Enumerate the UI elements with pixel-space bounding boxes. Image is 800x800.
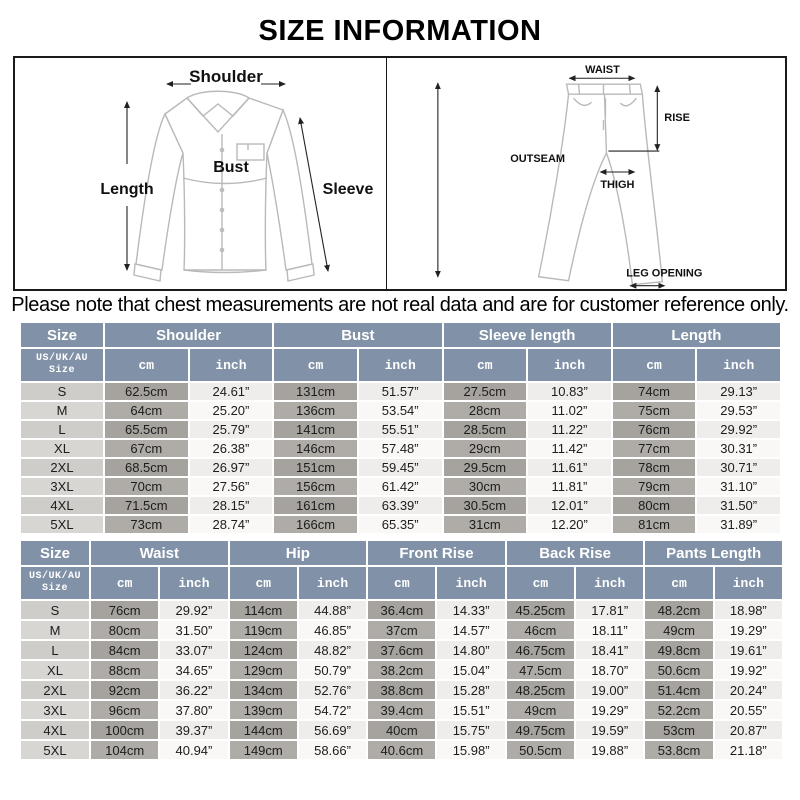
cm-value-cell: 53cm bbox=[644, 720, 713, 740]
cm-value-cell: 31cm bbox=[443, 515, 528, 534]
inch-value-cell: 19.88” bbox=[575, 740, 644, 760]
inch-value-cell: 63.39” bbox=[358, 496, 443, 515]
cm-value-cell: 53.8cm bbox=[644, 740, 713, 760]
size-cell: 3XL bbox=[20, 477, 104, 496]
table-row bbox=[20, 680, 783, 700]
table-row bbox=[20, 382, 781, 401]
inch-value-cell: 14.57” bbox=[436, 620, 505, 640]
cm-value-cell: 52.2cm bbox=[644, 700, 713, 720]
inch-value-cell: 15.28” bbox=[436, 680, 505, 700]
size-cell: 2XL bbox=[20, 458, 104, 477]
inch-value-cell: 17.81” bbox=[575, 600, 644, 620]
size-cell: 5XL bbox=[20, 740, 90, 760]
group-header: Length bbox=[612, 322, 781, 348]
cm-value-cell: 96cm bbox=[90, 700, 159, 720]
inch-value-cell: 31.50” bbox=[159, 620, 228, 640]
inch-value-cell: 29.92” bbox=[696, 420, 781, 439]
size-cell: L bbox=[20, 640, 90, 660]
inch-value-cell: 18.41” bbox=[575, 640, 644, 660]
cm-value-cell: 131cm bbox=[273, 382, 358, 401]
unit-header-inch: inch bbox=[527, 348, 612, 382]
size-cell: 5XL bbox=[20, 515, 104, 534]
cm-value-cell: 75cm bbox=[612, 401, 697, 420]
cm-value-cell: 161cm bbox=[273, 496, 358, 515]
unit-header-inch: inch bbox=[189, 348, 274, 382]
cm-value-cell: 80cm bbox=[90, 620, 159, 640]
bust-measure-label: Bust bbox=[213, 159, 249, 176]
size-cell: 3XL bbox=[20, 700, 90, 720]
inch-value-cell: 11.61” bbox=[527, 458, 612, 477]
cm-value-cell: 49.75cm bbox=[506, 720, 575, 740]
inch-value-cell: 33.07” bbox=[159, 640, 228, 660]
cm-value-cell: 40.6cm bbox=[367, 740, 436, 760]
inch-value-cell: 15.98” bbox=[436, 740, 505, 760]
unit-header-cm: cm bbox=[644, 566, 713, 600]
unit-header-cm: cm bbox=[229, 566, 298, 600]
cm-value-cell: 40cm bbox=[367, 720, 436, 740]
inch-value-cell: 30.71” bbox=[696, 458, 781, 477]
inch-value-cell: 39.37” bbox=[159, 720, 228, 740]
cm-value-cell: 45.25cm bbox=[506, 600, 575, 620]
outseam-measure-label: OUTSEAM bbox=[510, 153, 566, 166]
inch-value-cell: 34.65” bbox=[159, 660, 228, 680]
shirt-measurement-diagram bbox=[15, 58, 386, 289]
cm-value-cell: 38.8cm bbox=[367, 680, 436, 700]
inch-value-cell: 14.33” bbox=[436, 600, 505, 620]
cm-value-cell: 28.5cm bbox=[443, 420, 528, 439]
inch-value-cell: 18.11” bbox=[575, 620, 644, 640]
group-header: Front Rise bbox=[367, 540, 506, 566]
cm-value-cell: 67cm bbox=[104, 439, 189, 458]
inch-value-cell: 29.53” bbox=[696, 401, 781, 420]
cm-value-cell: 38.2cm bbox=[367, 660, 436, 680]
unit-header-cm: cm bbox=[367, 566, 436, 600]
cm-value-cell: 74cm bbox=[612, 382, 697, 401]
group-header: Pants Length bbox=[644, 540, 783, 566]
inch-value-cell: 28.15” bbox=[189, 496, 274, 515]
reference-note: Please note that chest measurements are not real data and are for customer reference only. bbox=[11, 294, 789, 316]
cm-value-cell: 76cm bbox=[90, 600, 159, 620]
table-row bbox=[20, 700, 783, 720]
cm-value-cell: 50.6cm bbox=[644, 660, 713, 680]
cm-value-cell: 46.75cm bbox=[506, 640, 575, 660]
pants-diagram-panel bbox=[387, 58, 785, 289]
unit-header-row bbox=[20, 348, 781, 382]
rise-measure-label: RISE bbox=[664, 112, 690, 125]
cm-value-cell: 134cm bbox=[229, 680, 298, 700]
cm-value-cell: 29.5cm bbox=[443, 458, 528, 477]
inch-value-cell: 24.61” bbox=[189, 382, 274, 401]
cm-value-cell: 124cm bbox=[229, 640, 298, 660]
cm-value-cell: 77cm bbox=[612, 439, 697, 458]
cm-value-cell: 80cm bbox=[612, 496, 697, 515]
cm-value-cell: 84cm bbox=[90, 640, 159, 660]
inch-value-cell: 29.92” bbox=[159, 600, 228, 620]
table-row bbox=[20, 420, 781, 439]
inch-value-cell: 26.97” bbox=[189, 458, 274, 477]
table-row bbox=[20, 620, 783, 640]
inch-value-cell: 58.66” bbox=[298, 740, 367, 760]
inch-value-cell: 56.69” bbox=[298, 720, 367, 740]
cm-value-cell: 100cm bbox=[90, 720, 159, 740]
table-row bbox=[20, 496, 781, 515]
cm-value-cell: 78cm bbox=[612, 458, 697, 477]
size-cell: 4XL bbox=[20, 720, 90, 740]
waist-measure-label: WAIST bbox=[585, 64, 620, 77]
cm-value-cell: 49cm bbox=[644, 620, 713, 640]
cm-value-cell: 47.5cm bbox=[506, 660, 575, 680]
size-cell: M bbox=[20, 401, 104, 420]
size-cell: XL bbox=[20, 660, 90, 680]
cm-value-cell: 27.5cm bbox=[443, 382, 528, 401]
cm-value-cell: 37cm bbox=[367, 620, 436, 640]
cm-value-cell: 88cm bbox=[90, 660, 159, 680]
size-cell: XL bbox=[20, 439, 104, 458]
unit-header-cm: cm bbox=[273, 348, 358, 382]
table-row bbox=[20, 458, 781, 477]
cm-value-cell: 48.25cm bbox=[506, 680, 575, 700]
inch-value-cell: 65.35” bbox=[358, 515, 443, 534]
inch-value-cell: 40.94” bbox=[159, 740, 228, 760]
size-cell: 2XL bbox=[20, 680, 90, 700]
cm-value-cell: 65.5cm bbox=[104, 420, 189, 439]
cm-value-cell: 50.5cm bbox=[506, 740, 575, 760]
unit-header-inch: inch bbox=[696, 348, 781, 382]
group-header: Hip bbox=[229, 540, 368, 566]
inch-value-cell: 59.45” bbox=[358, 458, 443, 477]
table-header-row bbox=[20, 540, 783, 566]
shirt-outline-drawing bbox=[134, 91, 314, 281]
inch-value-cell: 20.24” bbox=[714, 680, 783, 700]
inch-value-cell: 11.42” bbox=[527, 439, 612, 458]
pants-measurement-diagram bbox=[387, 58, 785, 289]
measurement-diagram-box bbox=[13, 56, 787, 291]
group-header: Waist bbox=[90, 540, 229, 566]
table-row bbox=[20, 740, 783, 760]
size-cell: S bbox=[20, 600, 90, 620]
sleeve-measure-label: Sleeve bbox=[322, 181, 374, 198]
cm-value-cell: 46cm bbox=[506, 620, 575, 640]
inch-value-cell: 31.89” bbox=[696, 515, 781, 534]
inch-value-cell: 11.22” bbox=[527, 420, 612, 439]
cm-value-cell: 70cm bbox=[104, 477, 189, 496]
table-row bbox=[20, 401, 781, 420]
cm-value-cell: 156cm bbox=[273, 477, 358, 496]
unit-header-inch: inch bbox=[575, 566, 644, 600]
inch-value-cell: 11.02” bbox=[527, 401, 612, 420]
leg-opening-measure-label: LEG OPENING bbox=[626, 267, 703, 280]
inch-value-cell: 11.81” bbox=[527, 477, 612, 496]
cm-value-cell: 104cm bbox=[90, 740, 159, 760]
inch-value-cell: 53.54” bbox=[358, 401, 443, 420]
cm-value-cell: 28cm bbox=[443, 401, 528, 420]
cm-value-cell: 37.6cm bbox=[367, 640, 436, 660]
inch-value-cell: 19.92” bbox=[714, 660, 783, 680]
cm-value-cell: 79cm bbox=[612, 477, 697, 496]
cm-value-cell: 30cm bbox=[443, 477, 528, 496]
size-subheader: US/UK/AU Size bbox=[20, 348, 104, 382]
unit-header-inch: inch bbox=[298, 566, 367, 600]
size-cell: L bbox=[20, 420, 104, 439]
cm-value-cell: 141cm bbox=[273, 420, 358, 439]
unit-header-cm: cm bbox=[506, 566, 575, 600]
unit-header-cm: cm bbox=[612, 348, 697, 382]
inch-value-cell: 28.74” bbox=[189, 515, 274, 534]
inch-value-cell: 25.79” bbox=[189, 420, 274, 439]
shoulder-measure-label: Shoulder bbox=[189, 67, 263, 86]
size-column-header: Size bbox=[20, 322, 104, 348]
cm-value-cell: 76cm bbox=[612, 420, 697, 439]
inch-value-cell: 19.61” bbox=[714, 640, 783, 660]
inch-value-cell: 30.31” bbox=[696, 439, 781, 458]
table-row bbox=[20, 439, 781, 458]
inch-value-cell: 61.42” bbox=[358, 477, 443, 496]
cm-value-cell: 81cm bbox=[612, 515, 697, 534]
inch-value-cell: 36.22” bbox=[159, 680, 228, 700]
inch-value-cell: 10.83” bbox=[527, 382, 612, 401]
inch-value-cell: 25.20” bbox=[189, 401, 274, 420]
cm-value-cell: 62.5cm bbox=[104, 382, 189, 401]
cm-value-cell: 68.5cm bbox=[104, 458, 189, 477]
cm-value-cell: 144cm bbox=[229, 720, 298, 740]
inch-value-cell: 15.04” bbox=[436, 660, 505, 680]
table-row bbox=[20, 477, 781, 496]
inch-value-cell: 19.29” bbox=[575, 700, 644, 720]
cm-value-cell: 92cm bbox=[90, 680, 159, 700]
unit-header-cm: cm bbox=[90, 566, 159, 600]
cm-value-cell: 36.4cm bbox=[367, 600, 436, 620]
size-cell: S bbox=[20, 382, 104, 401]
inch-value-cell: 18.70” bbox=[575, 660, 644, 680]
group-header: Back Rise bbox=[506, 540, 645, 566]
table-row bbox=[20, 660, 783, 680]
inch-value-cell: 37.80” bbox=[159, 700, 228, 720]
inch-value-cell: 51.57” bbox=[358, 382, 443, 401]
thigh-measure-label: THIGH bbox=[600, 178, 635, 191]
shirt-diagram-panel bbox=[15, 58, 387, 289]
cm-value-cell: 139cm bbox=[229, 700, 298, 720]
cm-value-cell: 136cm bbox=[273, 401, 358, 420]
inch-value-cell: 19.00” bbox=[575, 680, 644, 700]
cm-value-cell: 151cm bbox=[273, 458, 358, 477]
inch-value-cell: 14.80” bbox=[436, 640, 505, 660]
table-row bbox=[20, 515, 781, 534]
inch-value-cell: 57.48” bbox=[358, 439, 443, 458]
cm-value-cell: 119cm bbox=[229, 620, 298, 640]
cm-value-cell: 30.5cm bbox=[443, 496, 528, 515]
size-column-header: Size bbox=[20, 540, 90, 566]
size-cell: M bbox=[20, 620, 90, 640]
inch-value-cell: 52.76” bbox=[298, 680, 367, 700]
cm-value-cell: 146cm bbox=[273, 439, 358, 458]
inch-value-cell: 48.82” bbox=[298, 640, 367, 660]
inch-value-cell: 46.85” bbox=[298, 620, 367, 640]
unit-header-inch: inch bbox=[436, 566, 505, 600]
size-cell: 4XL bbox=[20, 496, 104, 515]
inch-value-cell: 50.79” bbox=[298, 660, 367, 680]
group-header: Shoulder bbox=[104, 322, 273, 348]
unit-header-inch: inch bbox=[358, 348, 443, 382]
unit-header-row bbox=[20, 566, 783, 600]
inch-value-cell: 55.51” bbox=[358, 420, 443, 439]
inch-value-cell: 44.88” bbox=[298, 600, 367, 620]
inch-value-cell: 27.56” bbox=[189, 477, 274, 496]
cm-value-cell: 48.2cm bbox=[644, 600, 713, 620]
inch-value-cell: 29.13” bbox=[696, 382, 781, 401]
inch-value-cell: 20.55” bbox=[714, 700, 783, 720]
inch-value-cell: 21.18” bbox=[714, 740, 783, 760]
table-header-row bbox=[20, 322, 781, 348]
inch-value-cell: 12.01” bbox=[527, 496, 612, 515]
cm-value-cell: 73cm bbox=[104, 515, 189, 534]
inch-value-cell: 19.59” bbox=[575, 720, 644, 740]
inch-value-cell: 26.38” bbox=[189, 439, 274, 458]
inch-value-cell: 54.72” bbox=[298, 700, 367, 720]
cm-value-cell: 39.4cm bbox=[367, 700, 436, 720]
inch-value-cell: 31.10” bbox=[696, 477, 781, 496]
shirt-size-table bbox=[19, 321, 782, 535]
inch-value-cell: 20.87” bbox=[714, 720, 783, 740]
length-measure-label: Length bbox=[100, 181, 154, 198]
unit-header-cm: cm bbox=[443, 348, 528, 382]
size-subheader: US/UK/AU Size bbox=[20, 566, 90, 600]
unit-header-inch: inch bbox=[159, 566, 228, 600]
cm-value-cell: 166cm bbox=[273, 515, 358, 534]
page-title: SIZE INFORMATION bbox=[258, 15, 542, 47]
cm-value-cell: 49.8cm bbox=[644, 640, 713, 660]
table-row bbox=[20, 640, 783, 660]
group-header: Sleeve length bbox=[443, 322, 612, 348]
inch-value-cell: 31.50” bbox=[696, 496, 781, 515]
table-row bbox=[20, 600, 783, 620]
pants-size-table bbox=[19, 539, 784, 761]
cm-value-cell: 49cm bbox=[506, 700, 575, 720]
cm-value-cell: 29cm bbox=[443, 439, 528, 458]
cm-value-cell: 51.4cm bbox=[644, 680, 713, 700]
cm-value-cell: 149cm bbox=[229, 740, 298, 760]
cm-value-cell: 64cm bbox=[104, 401, 189, 420]
group-header: Bust bbox=[273, 322, 442, 348]
inch-value-cell: 18.98” bbox=[714, 600, 783, 620]
inch-value-cell: 15.51” bbox=[436, 700, 505, 720]
table-row bbox=[20, 720, 783, 740]
unit-header-cm: cm bbox=[104, 348, 189, 382]
inch-value-cell: 15.75” bbox=[436, 720, 505, 740]
unit-header-inch: inch bbox=[714, 566, 783, 600]
cm-value-cell: 114cm bbox=[229, 600, 298, 620]
cm-value-cell: 129cm bbox=[229, 660, 298, 680]
cm-value-cell: 71.5cm bbox=[104, 496, 189, 515]
inch-value-cell: 19.29” bbox=[714, 620, 783, 640]
inch-value-cell: 12.20” bbox=[527, 515, 612, 534]
